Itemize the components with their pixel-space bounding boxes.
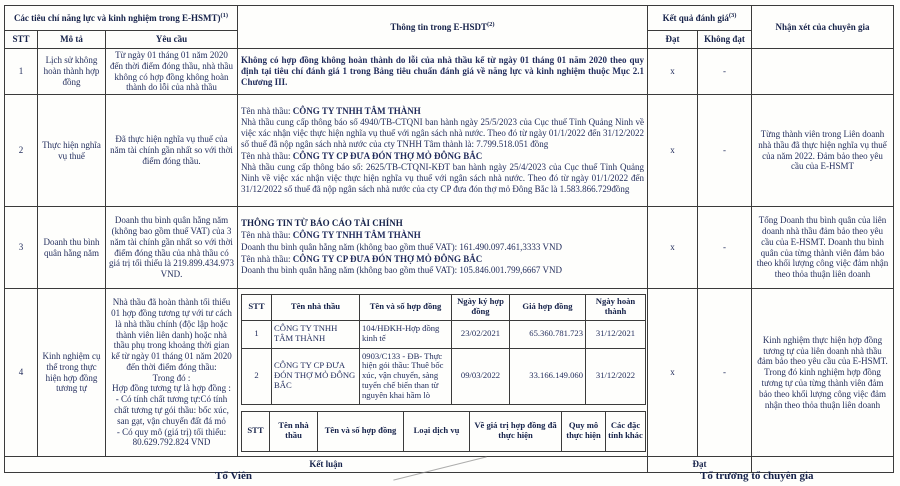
bidder-label: Tên nhà thầu: <box>241 105 291 116</box>
criteria-group-header <box>5 6 238 31</box>
contracts-col-signdate: Ngày ký hợp đồng <box>452 294 510 320</box>
criteria-col-scale: Quy mô thực hiện <box>562 411 606 451</box>
contract1-company: CÔNG TY TNHH TÂM THÀNH <box>272 320 360 348</box>
bidder2-name: CÔNG TY CP ĐƯA ĐÓN THỢ MỎ ĐÔNG BẮC <box>292 253 483 264</box>
contracts-table <box>241 294 646 405</box>
contract1-finish-date: 31/12/2021 <box>586 320 646 348</box>
row2-fail-mark: - <box>698 95 752 207</box>
row2-stt: 2 <box>5 95 38 207</box>
header-row-1 <box>5 6 894 31</box>
row3-ehsdt-info <box>238 207 648 289</box>
criteria-footnote: (1) <box>220 12 229 20</box>
conclusion-label: Kết luận <box>5 457 648 473</box>
contracts-col-finish: Ngày hoàn thành <box>586 294 646 320</box>
table-row <box>5 289 894 457</box>
contract2-sign-date: 09/03/2022 <box>452 348 510 404</box>
row3-requirement: Doanh thu bình quân hằng năm (không bao gồm thuế VAT) của 3 năm tài chính gần nhất so với thời điểm đóng thầu của nhà thầu có giá trị tối thiểu là 219.899.434.973 VND. <box>106 207 238 289</box>
table-row <box>5 207 894 289</box>
bidder2-revenue: Doanh thu bình quân hằng năm (không bao gồm thuế VAT): 105.846.001.799,6667 VND <box>241 265 562 276</box>
col-header-yeucau: Yêu cầu <box>106 31 238 49</box>
row3-pass-mark: x <box>648 207 698 289</box>
row4-ehsdt-info <box>238 289 648 457</box>
criteria-col-contract: Tên và số hợp đồng <box>318 411 404 451</box>
requirement-line: - Có quy mô (giá trị) tối thiểu: 80.629.792.824 VND <box>116 426 227 448</box>
row2-ehsdt-info <box>238 95 648 207</box>
contract1-stt: 1 <box>242 320 272 348</box>
criteria-col-value: Về giá trị hợp đồng đã thực hiện <box>470 411 562 451</box>
contract2-stt: 2 <box>242 348 272 404</box>
table-row <box>5 95 894 207</box>
conclusion-result: Đạt <box>648 457 752 473</box>
row4-pass-mark: x <box>648 289 698 457</box>
row2-pass-mark: x <box>648 95 698 207</box>
bidder2-name-line <box>241 151 644 162</box>
result-footnote: (3) <box>728 12 737 20</box>
contract1-sign-date: 23/02/2021 <box>452 320 510 348</box>
criteria-detail-table <box>241 411 646 452</box>
contracts-col-company: Tên nhà thầu <box>272 294 360 320</box>
row4-fail-mark: - <box>698 289 752 457</box>
bidder1-name-line <box>241 230 644 241</box>
row1-stt: 1 <box>5 49 38 95</box>
contract2-name-text: 0903/C133 - ĐB- Thực hiện gói thầu: Thuê bốc xúc, vận chuyển, sàng tuyển chế biến than từ nguyên khai hầm lò <box>362 351 444 400</box>
bidder2-name: CÔNG TY CP ĐƯA ĐÓN THỢ MỎ ĐÔNG BẮC <box>292 150 483 161</box>
bidder1-name-line <box>241 106 644 117</box>
contract-row <box>242 348 646 404</box>
row4-expert-comment: Kinh nghiệm thực hiện hợp đồng tương tự của liên doanh nhà thầu đảm bảo theo yêu cầu của E-HSMT. Trong đó kinh nghiệm hợp đồng tương tự của từng thành viên đảm bảo theo khối lượng công việc đảm nhận theo thỏa thuận liên doanh <box>752 289 894 457</box>
ehsdt-column-header <box>238 6 648 49</box>
contract1-name: 104/HĐKH-Hợp đồng kinh tế <box>360 320 452 348</box>
row2-description: Thực hiện nghĩa vụ thuế <box>38 95 106 207</box>
col-header-dat: Đạt <box>648 31 698 49</box>
criteria-col-stt: STT <box>242 411 270 451</box>
bidder-label: Tên nhà thầu: <box>241 253 291 264</box>
bidder1-revenue: Doanh thu bình quân hằng năm (không bao gồm thuế VAT): 161.490.097.461,3333 VND <box>241 241 562 252</box>
row3-fail-mark: - <box>698 207 752 289</box>
result-title: Kết quả đánh giá <box>662 13 729 24</box>
row1-ehsdt-info: Không có hợp đồng không hoàn thành do lỗi của nhà thầu kể từ ngày 01 tháng 01 năm 2020 theo quy định tại tiêu chí đánh giá 1 trong Bảng tiêu chuẩn đánh giá về năng lực và kinh nghiệm thuộc Mục 2.1 Chương III. <box>238 49 648 95</box>
contract2-name <box>360 348 452 404</box>
contract-row <box>242 320 646 348</box>
row2-requirement: Đã thực hiện nghĩa vụ thuế của năm tài chính gần nhất so với thời điểm đóng thầu. <box>106 95 238 207</box>
contract1-price: 65.360.781.723 <box>510 320 586 348</box>
criteria-col-service: Loại dịch vụ <box>404 411 470 451</box>
row4-stt: 4 <box>5 289 38 457</box>
contracts-header-row <box>242 294 646 320</box>
row3-description: Doanh thu bình quân hằng năm <box>38 207 106 289</box>
bidder1-name: CÔNG TY TNHH TÂM THÀNH <box>292 229 421 240</box>
col-header-mota: Mô tả <box>38 31 106 49</box>
table-row <box>5 49 894 95</box>
requirement-line: - Có tính chất tương tự:Có tính chất tương tự gói thầu: bốc xúc, san gạt, vận chuyển đất đá mỏ <box>114 394 229 426</box>
bidder2-tax-detail: Nhà thầu cung cấp thông báo số: 2625/TB-CTQNI-KĐT ban hành ngày 25/4/2023 của Cục thuế Tỉnh Quảng Ninh về việc xác nhận việc thực hiện nghĩa vụ thuế với ngân sách nhà nước. Theo đó từ ngày 01/1/2022 đến 31/12/2022 số thuế đã nộp ngân sách nhà nước của cty CP đưa đón thợ mỏ Đông Bắc là 1.583.866.729đồng <box>241 162 644 195</box>
row1-pass-mark: x <box>648 49 698 95</box>
row3-stt: 3 <box>5 207 38 289</box>
row4-requirement <box>106 289 238 457</box>
bidder-label: Tên nhà thầu: <box>241 150 291 161</box>
requirement-line: Hợp đồng tương tự là hợp đồng : <box>112 383 231 394</box>
bidder-label: Tên nhà thầu: <box>241 229 291 240</box>
ehsdt-footnote: (2) <box>487 21 495 29</box>
col-header-stt: STT <box>5 31 38 49</box>
bidder1-tax-detail: Nhà thầu cung cấp thông báo số 4940/TB-CTQNI ban hành ngày 25/5/2023 của Cục thuế Tỉnh Quảng Ninh về việc xác nhận việc thực hiện nghĩa vụ thuế với ngân sách nhà nước. Theo đó từ ngày 01/1/2022 đến 31/12/2022 số thuế đã nộp ngân sách nhà nước của cty TNHH Tâm thành là: 7.799.518.051 đồng <box>241 117 644 149</box>
contracts-col-price: Giá hợp đồng <box>510 294 586 320</box>
evaluation-document <box>4 5 894 473</box>
row1-description: Lịch sử không hoàn thành hợp đồng <box>38 49 106 95</box>
evaluation-table <box>4 5 894 473</box>
row1-expert-comment <box>752 49 894 95</box>
contract2-price: 33.166.149.060 <box>510 348 586 404</box>
requirement-line: Nhà thầu đã hoàn thành tối thiểu 01 hợp đồng tương tự với tư cách là nhà thầu chính (độc lập hoặc thành viên liên danh) hoặc nhà thầu phụ trong khoảng thời gian kể từ ngày 01 tháng 01 năm 2020 đến thời điểm đóng thầu: <box>111 297 232 372</box>
requirement-line: Trong đó : <box>152 372 191 383</box>
contract2-finish-date: 31/12/2022 <box>586 348 646 404</box>
signature-right-title: Tổ trưởng tổ chuyên gia <box>700 470 814 482</box>
row1-fail-mark: - <box>698 49 752 95</box>
signature-left-title: Tổ Viên <box>215 470 252 482</box>
col-header-khongdat: Không đạt <box>698 31 752 49</box>
ehsdt-title: Thông tin trong E-HSDT <box>390 22 487 33</box>
result-group-header <box>648 6 752 31</box>
criteria-title: Các tiêu chí năng lực và kinh nghiệm trong E-HSMT) <box>13 13 221 24</box>
criteria-col-company: Tên nhà thầu <box>270 411 318 451</box>
row3-expert-comment: Tổng Doanh thu bình quân của liên doanh nhà thầu đảm bảo theo yêu cầu của E-HSMT. Doanh thu bình quân của từng thành viên đảm bảo theo khối lượng công việc đảm nhận theo thỏa thuận liên doanh <box>752 207 894 289</box>
row1-requirement: Từ ngày 01 tháng 01 năm 2020 đến thời điểm đóng thầu, nhà thầu không có hợp đồng không hoàn thành do lỗi của nhà thầu <box>106 49 238 95</box>
bidder1-name: CÔNG TY TNHH TÂM THÀNH <box>292 105 421 116</box>
contracts-col-stt: STT <box>242 294 272 320</box>
row2-expert-comment: Từng thành viên trong Liên doanh nhà thầu đã thực hiện nghĩa vụ thuế của năm 2022. Đảm bảo theo yêu cầu của E-HSMT <box>752 95 894 207</box>
criteria-detail-header-row <box>242 411 646 451</box>
criteria-col-other: Các đặc tính khác <box>606 411 646 451</box>
bidder2-name-line <box>241 254 644 265</box>
row4-description: Kinh nghiệm cụ thể trong thực hiện hợp đồng tương tự <box>38 289 106 457</box>
expert-comment-header: Nhận xét của chuyên gia <box>752 6 894 49</box>
contracts-col-contract: Tên và số hợp đồng <box>360 294 452 320</box>
contract2-company: CÔNG TY CP ĐƯA ĐÓN THỢ MỎ ĐÔNG BẮC <box>272 348 360 404</box>
financial-report-heading: THÔNG TIN TỪ BÁO CÁO TÀI CHÍNH <box>241 218 403 229</box>
